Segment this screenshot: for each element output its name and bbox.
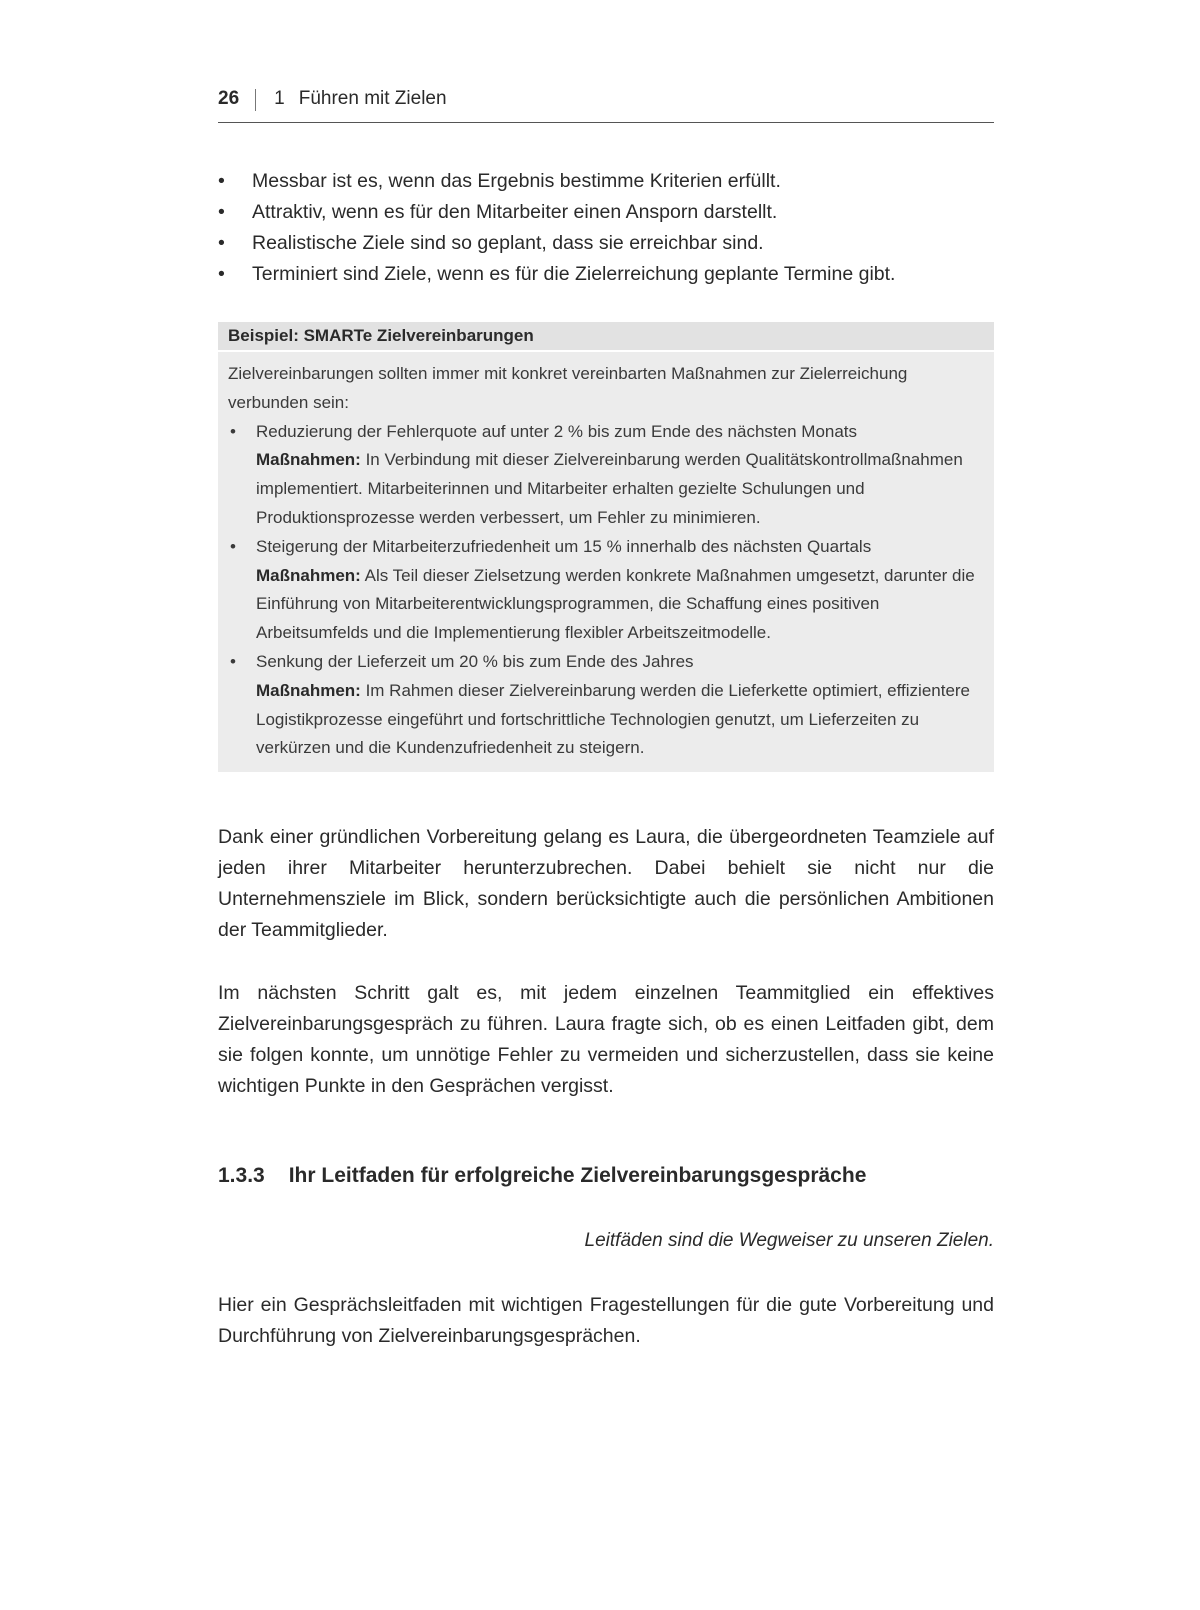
example-body (218, 352, 994, 763)
measure-text: Im Rahmen dieser Zielvereinbarung werden die Lieferkette optimiert, effizientere Logistikprozesse eingeführt und fortschrittliche Technologien genutzt, um Lieferzeiten zu verkürzen und die Kundenzufriedenheit zu steigern. (256, 680, 971, 758)
measure-label: Maßnahmen: (256, 680, 361, 700)
goal-item (228, 418, 984, 533)
body-paragraph: Hier ein Gesprächsleitfaden mit wichtigen Fragestellungen für die gute Vorbereitung und Durchführung von Zielvereinbarungsgesprächen. (218, 1294, 994, 1347)
measure-line (256, 446, 984, 532)
goal-text: • Steigerung der Mitarbeiterzufriedenheit um 15 % innerhalb des nächsten Quartals (256, 536, 872, 556)
example-goal-list (228, 418, 984, 764)
body-paragraph: Im nächsten Schritt galt es, mit jedem einzelnen Teammitglied ein effektives Zielvereinbarungsgespräch zu führen. Laura fragte sich, ob es einen Leitfaden gibt, dem sie folgen konnte, um unnötige Fehler zu vermeiden und sicherzustellen, dass sie keine wichtigen Punkte in den Gesprächen vergisst. (218, 982, 994, 1097)
example-box (218, 322, 994, 772)
goal-text: • Senkung der Lieferzeit um 20 % bis zum Ende des Jahres (256, 651, 694, 671)
chapter-number: 1 (274, 88, 285, 109)
section-heading (218, 1164, 994, 1188)
measure-label: Maßnahmen: (256, 565, 361, 585)
list-item: • Attraktiv, wenn es für den Mitarbeiter einen Ansporn darstellt. (218, 197, 994, 228)
header-divider (255, 89, 256, 111)
page-number: 26 (218, 88, 240, 109)
page-header (218, 88, 994, 123)
example-title: Beispiel: SMARTe Zielvereinbarungen (218, 322, 994, 352)
list-item: • Messbar ist es, wenn das Ergebnis bestimme Kriterien erfüllt. (218, 166, 994, 197)
measure-line (256, 677, 984, 763)
body-paragraph: Dank einer gründlichen Vorbereitung gelang es Laura, die übergeordneten Teamziele auf jeden ihrer Mitarbeiter herunterzubrechen. Dabei behielt sie nicht nur die Unternehmensziele im Blick, sondern berücksichtigte auch die persönlichen Ambitionen der Teammitglieder. (218, 826, 994, 941)
list-item: • Terminiert sind Ziele, wenn es für die Zielerreichung geplante Termine gibt. (218, 259, 994, 290)
section-title: Ihr Leitfaden für erfolgreiche Zielvereinbarungsgespräche (288, 1164, 867, 1187)
goal-item (228, 533, 984, 648)
goal-item (228, 648, 984, 763)
smart-criteria-list (218, 166, 994, 290)
epigraph: Leitfäden sind die Wegweiser zu unseren Zielen. (584, 1230, 994, 1251)
goal-text: • Reduzierung der Fehlerquote auf unter 2 % bis zum Ende des nächsten Monats (256, 421, 858, 441)
measure-text: In Verbindung mit dieser Zielvereinbarung werden Qualitätskontrollmaßnahmen implementiert. Mitarbeiterinnen und Mitarbeiter erhalten gezielte Schulungen und Produktionsprozesse werden verbessert, um Fehler zu minimieren. (256, 450, 963, 527)
measure-label: Maßnahmen: (256, 450, 361, 470)
example-intro: Zielvereinbarungen sollten immer mit konkret vereinbarten Maßnahmen zur Zielerreichung verbunden sein: (228, 364, 908, 412)
section-number: 1.3.3 (218, 1164, 265, 1187)
list-item: • Realistische Ziele sind so geplant, dass sie erreichbar sind. (218, 228, 994, 259)
chapter-title: Führen mit Zielen (298, 88, 447, 109)
measure-text: Als Teil dieser Zielsetzung werden konkrete Maßnahmen umgesetzt, darunter die Einführung von Mitarbeiterentwicklungsprogrammen, die Schaffung eines positiven Arbeitsumfelds und die Implementierung flexibler Arbeitszeitmodelle. (256, 565, 975, 643)
measure-line (256, 562, 984, 648)
